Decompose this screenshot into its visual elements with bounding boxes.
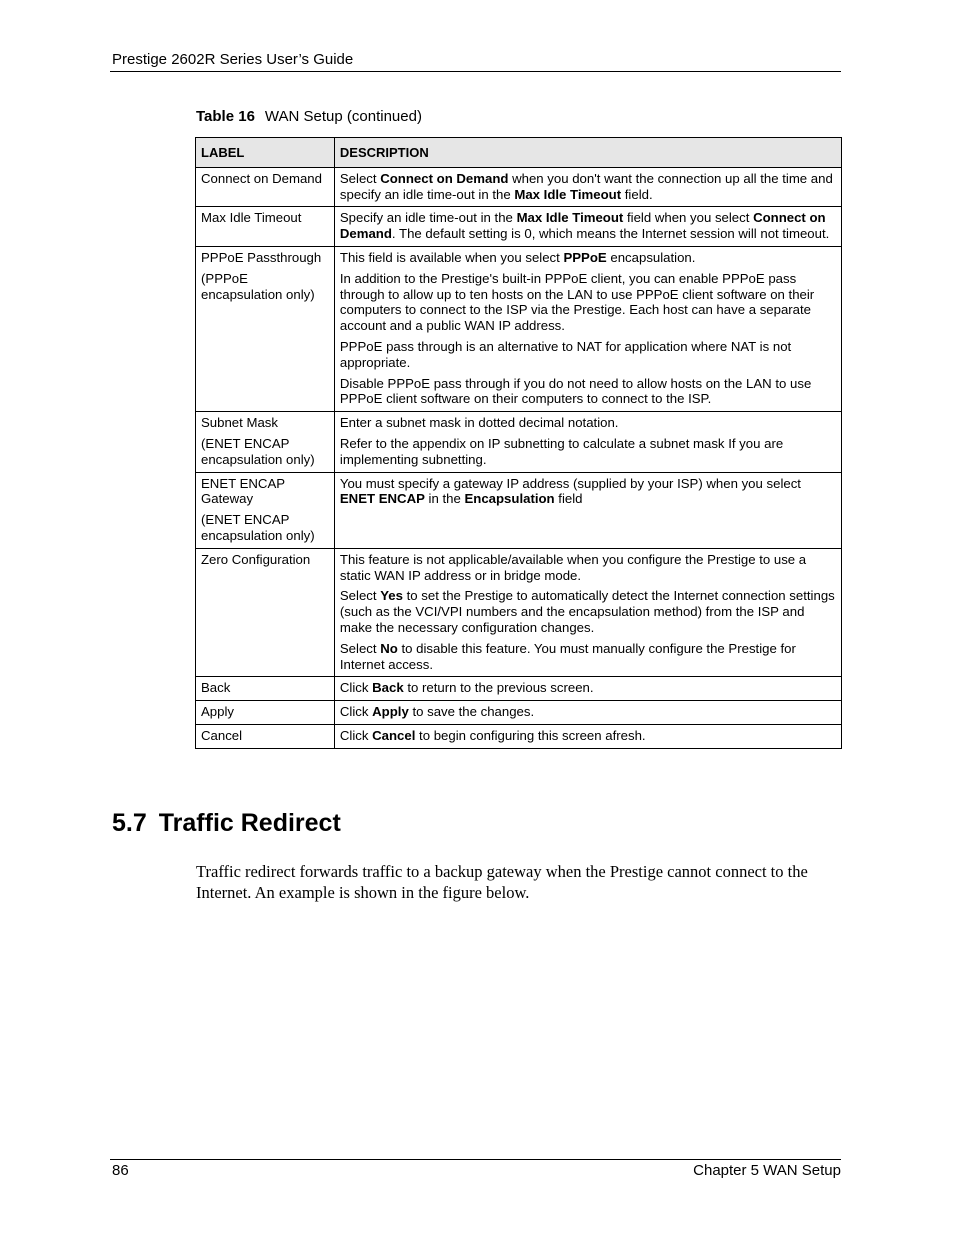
description-text: This field is available when you select [339,249,564,265]
label-text: PPPoE Passthrough [201,249,322,265]
table-row [196,548,842,677]
label-cell [196,701,335,725]
label-cell [196,472,335,548]
table-row [196,207,842,247]
table-header-row [196,138,842,168]
description-paragraph [340,210,836,242]
description-paragraph [340,250,836,266]
description-text: You must specify a gateway IP address (supplied by your ISP) when you select [339,475,801,491]
section-body-paragraph: Traffic redirect forwards traffic to a backup gateway when the Prestige cannot connect to the Internet. An example is shown in the figure below. [196,862,808,902]
description-cell [334,677,841,701]
label-text: Connect on Demand [201,170,322,186]
description-text: Select [339,640,381,656]
description-paragraph [340,476,836,508]
section-heading [112,809,341,838]
description-paragraph [340,271,836,334]
table-caption [196,108,422,125]
description-text: PPPoE pass through is an alternative to NAT for application where NAT is not appropriate. [339,338,792,370]
field-name-emphasis: Max Idle Timeout [516,210,624,226]
label-cell [196,167,335,207]
description-text: field when you select [623,210,754,226]
description-text: Refer to the appendix on IP subnetting to calculate a subnet mask If you are implementing subnetting. [339,435,784,467]
label-text: Subnet Mask [201,415,278,431]
section-title: Traffic Redirect [158,809,341,837]
field-name-emphasis: PPPoE [563,249,607,265]
label-cell [196,724,335,748]
description-text: Click [339,727,373,743]
description-text: field. [621,186,653,202]
description-text: . The default setting is 0, which means the Internet session will not timeout. [391,226,830,242]
label-text: Cancel [201,727,243,743]
description-text: In addition to the Prestige's built-in PPPoE client, you can enable PPPoE pass through to allow up to ten hosts on the LAN to use PPPoE client software on their computers to connect to the ISP via the Prestige. Each host can have a separate account and a public WAN IP address. [339,270,815,334]
label-text: Max Idle Timeout [201,210,302,226]
description-text: Specify an idle time-out in the [339,210,517,226]
label-text: (PPPoE encapsulation only) [201,270,315,302]
table-row [196,724,842,748]
description-text: to return to the previous screen. [403,680,594,696]
description-text: encapsulation. [606,249,696,265]
field-name-emphasis: Yes [380,588,403,604]
field-name-emphasis: ENET ENCAP [339,491,425,507]
table-row [196,412,842,472]
label-text: Back [201,680,231,696]
label-text: (ENET ENCAP encapsulation only) [201,512,315,543]
description-text: Disable PPPoE pass through if you do not need to allow hosts on the LAN to use PPPoE client software on their computers to connect to the ISP. [339,375,812,407]
description-text: to begin configuring this screen afresh. [415,727,646,743]
description-cell [334,472,841,548]
table-caption-title: WAN Setup (continued) [264,108,422,125]
label-cell [196,207,335,247]
page-number: 86 [112,1162,129,1179]
label-cell [196,246,335,411]
label-cell [196,412,335,472]
description-cell [334,724,841,748]
table-row [196,701,842,725]
description-cell [334,548,841,677]
description-cell [334,207,841,247]
column-header-description: DESCRIPTION [334,138,841,168]
description-cell [334,701,841,725]
description-paragraph [340,376,836,408]
description-paragraph [340,171,836,203]
description-text: to disable this feature. You must manually configure the Prestige for Internet access. [339,640,796,672]
description-text: Click [339,704,373,720]
description-paragraph [340,728,836,744]
label-cell [196,677,335,701]
description-text: in the [424,491,465,507]
field-name-emphasis: Max Idle Timeout [514,186,622,202]
description-text: Click [339,680,373,696]
field-name-emphasis: Back [372,680,404,696]
description-paragraph [340,552,836,584]
field-name-emphasis: Cancel [372,727,416,743]
description-paragraph [340,641,836,673]
table-body [196,167,842,748]
description-cell [334,412,841,472]
table-row [196,246,842,411]
field-name-emphasis: Connect on Demand [339,210,826,242]
label-text: ENET ENCAP Gateway [201,475,285,507]
table-caption-label: Table 16 [196,108,255,125]
field-name-emphasis: Encapsulation [464,491,555,507]
description-text: Select [339,170,381,186]
field-name-emphasis: Apply [372,704,409,720]
section-number: 5.7 [112,809,147,837]
description-text: field [554,491,583,507]
header-rule [110,71,841,72]
description-text: This feature is not applicable/available when you configure the Prestige to use a static WAN IP address or in bridge mode. [339,551,807,583]
wan-setup-table [195,137,842,749]
running-header-title: Prestige 2602R Series User’s Guide [112,51,354,68]
label-text: (ENET ENCAP encapsulation only) [201,435,315,467]
description-text: Select [339,588,381,604]
description-paragraph [340,415,836,431]
description-paragraph [340,436,836,468]
description-text: to save the changes. [408,704,535,720]
description-cell [334,246,841,411]
table-row [196,167,842,207]
footer-rule [110,1159,841,1160]
label-text: Apply [201,704,234,720]
description-cell [334,167,841,207]
field-name-emphasis: Connect on Demand [380,170,509,186]
description-text: to set the Prestige to automatically detect the Internet connection settings (such as the VCI/VPI numbers and the encapsulation method) from the ISP and make the necessary configuration changes. [339,588,835,635]
description-text: when you don't want the connection up all the time and specify an idle time-out in the [339,170,833,202]
label-text: Zero Configuration [201,551,311,567]
description-paragraph [340,680,836,696]
table-row [196,677,842,701]
description-paragraph [340,704,836,720]
description-paragraph [340,339,836,371]
label-cell [196,548,335,677]
footer-chapter: Chapter 5 WAN Setup [693,1162,841,1179]
column-header-label: LABEL [196,138,335,168]
description-text: Enter a subnet mask in dotted decimal notation. [339,415,619,431]
table-row [196,472,842,548]
description-paragraph [340,588,836,635]
field-name-emphasis: No [380,640,398,656]
